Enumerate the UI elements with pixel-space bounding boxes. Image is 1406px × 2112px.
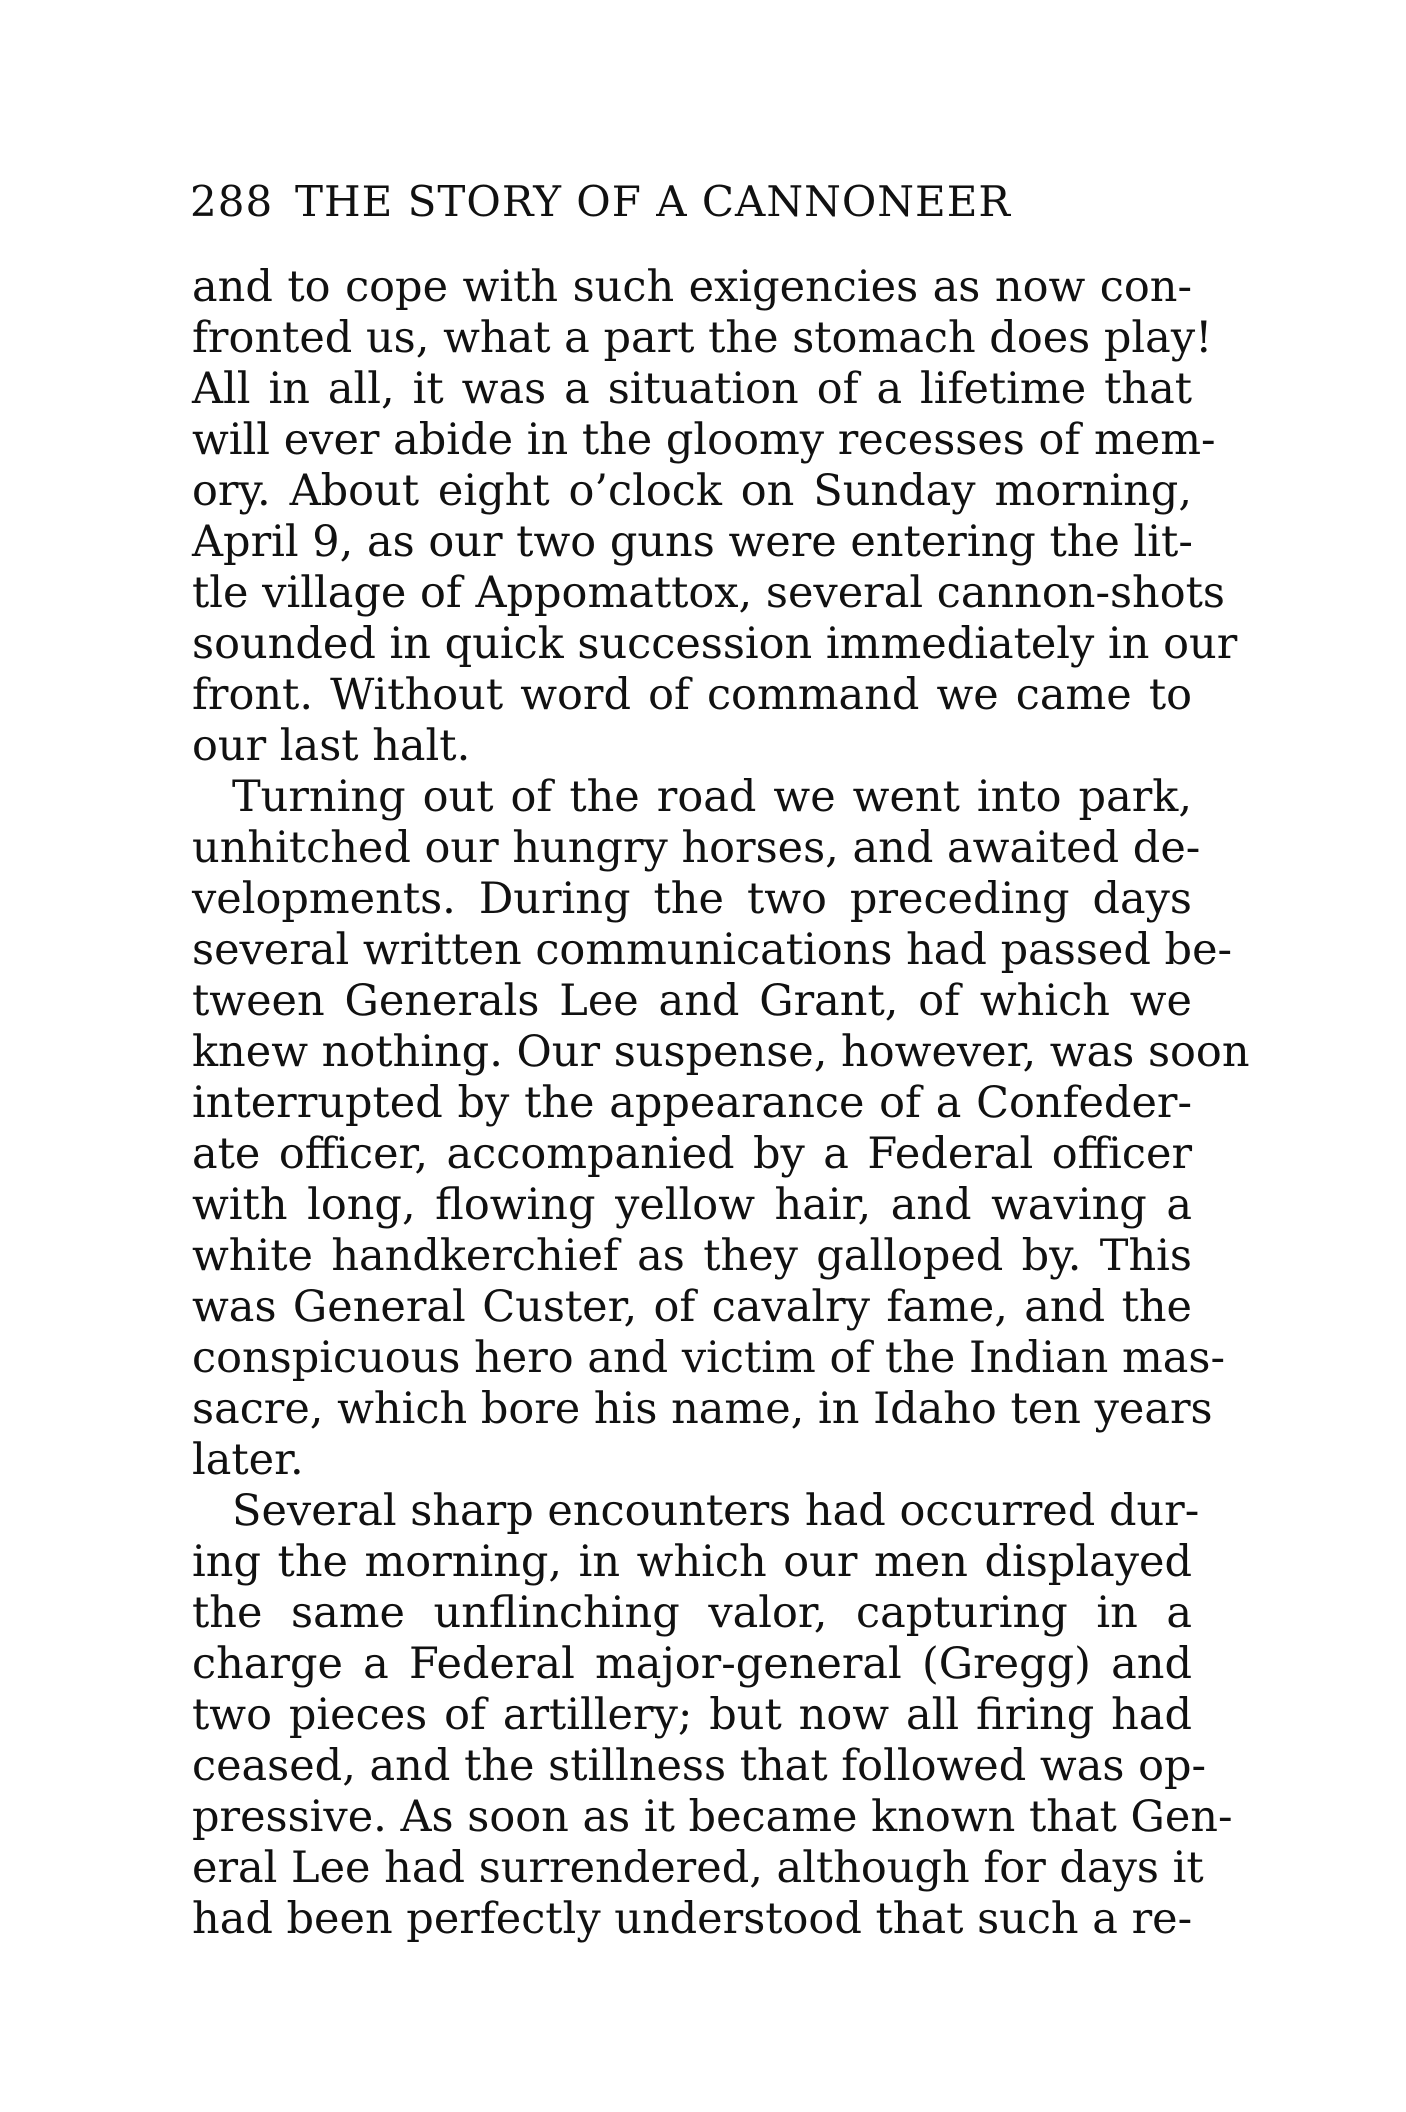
text-line: our last halt.: [192, 721, 471, 771]
text-line: sacre, which bore his name, in Idaho ten years: [192, 1384, 1213, 1434]
text-line: Turning out of the road we went into park,: [232, 772, 1192, 822]
text-line: ing the morning, in which our men displayed: [192, 1537, 1192, 1587]
text-line: ate officer, accompanied by a Federal officer: [192, 1129, 1192, 1179]
text-line: fronted us, what a part the stomach does play!: [192, 313, 1213, 363]
text-line: interrupted by the appearance of a Confeder-: [192, 1078, 1192, 1128]
text-line: and to cope with such exigencies as now con-: [192, 262, 1192, 312]
text-line: tween Generals Lee and Grant, of which we: [192, 976, 1192, 1026]
text-line: white handkerchief as they galloped by. This: [192, 1231, 1192, 1281]
text-line: several written communications had passed be-: [192, 925, 1233, 975]
text-line: was General Custer, of cavalry fame, and the: [192, 1282, 1192, 1332]
text-line: All in all, it was a situation of a lifetime that: [192, 364, 1192, 414]
running-title: THE STORY OF A CANNONEER: [295, 177, 1011, 226]
text-line: velopments. During the two preceding days: [192, 874, 1192, 924]
paragraph-3: [192, 1486, 1233, 1945]
text-line: pressive. As soon as it became known that Gen-: [192, 1792, 1233, 1842]
text-line: eral Lee had surrendered, although for days it: [192, 1843, 1204, 1893]
text-line: had been perfectly understood that such a re-: [192, 1894, 1193, 1944]
page-number: 288: [190, 177, 274, 226]
text-line: tle village of Appomattox, several cannon-shots: [192, 568, 1225, 618]
text-line: ceased, and the stillness that followed was op-: [192, 1741, 1207, 1791]
text-line: unhitched our hungry horses, and awaited de-: [192, 823, 1201, 873]
text-line: two pieces of artillery; but now all firing had: [192, 1690, 1192, 1740]
text-line: with long, flowing yellow hair, and waving a: [192, 1180, 1192, 1230]
text-line: April 9, as our two guns were entering the lit-: [192, 517, 1193, 567]
text-line: the same unflinching valor, capturing in a: [192, 1588, 1192, 1638]
running-head: [190, 175, 1011, 229]
text-line: Several sharp encounters had occurred dur-: [232, 1486, 1200, 1536]
body-text: [192, 262, 1250, 1945]
text-line: conspicuous hero and victim of the Indian mas-: [192, 1333, 1226, 1383]
paragraph-2: [192, 772, 1250, 1486]
paragraph-1: [192, 262, 1238, 772]
text-line: charge a Federal major-general (Gregg) and: [192, 1639, 1192, 1689]
text-line: ory. About eight o’clock on Sunday morning,: [192, 466, 1192, 516]
text-line: knew nothing. Our suspense, however, was soon: [192, 1027, 1250, 1077]
text-line: later.: [192, 1435, 304, 1485]
text-line: will ever abide in the gloomy recesses of mem-: [192, 415, 1216, 465]
text-line: front. Without word of command we came to: [192, 670, 1192, 720]
text-line: sounded in quick succession immediately in our: [192, 619, 1238, 669]
